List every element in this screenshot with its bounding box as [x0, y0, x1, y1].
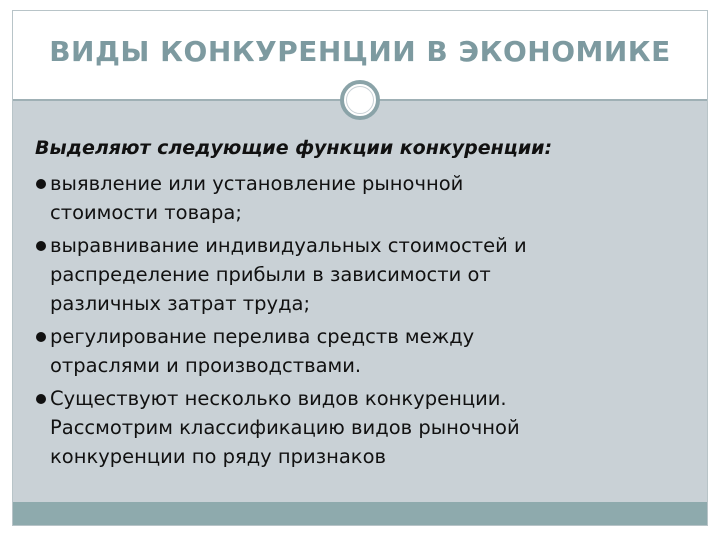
bullet-icon: [36, 179, 46, 189]
list-item: [35, 169, 675, 227]
bullet-line: выявление или установление рыночной: [50, 172, 464, 195]
bullet-line: регулирование перелива средств между: [50, 325, 475, 348]
list-item: [35, 231, 675, 318]
bullet-line: Существуют несколько видов конкуренции.: [50, 387, 507, 410]
slide-title: ВИДЫ КОНКУРЕНЦИИ В ЭКОНОМИКЕ: [49, 35, 671, 68]
bullet-line: Рассмотрим классификацию видов рыночной: [50, 416, 520, 439]
bullet-list: [35, 169, 675, 475]
bullet-line: конкуренции по ряду признаков: [50, 445, 386, 468]
bullet-line: распределение прибыли в зависимости от: [50, 263, 491, 286]
bullet-line: стоимости товара;: [50, 201, 242, 224]
bullet-icon: [36, 332, 46, 342]
bullet-line: отраслями и производствами.: [50, 354, 362, 377]
intro-heading: Выделяют следующие функции конкуренции:: [35, 137, 553, 159]
list-item: [35, 384, 675, 471]
bullet-icon: [36, 394, 46, 404]
bullet-line: выравнивание индивидуальных стоимостей и: [50, 234, 527, 257]
bullet-line: различных затрат труда;: [50, 292, 311, 315]
list-item: [35, 322, 675, 380]
bullet-icon: [36, 241, 46, 251]
